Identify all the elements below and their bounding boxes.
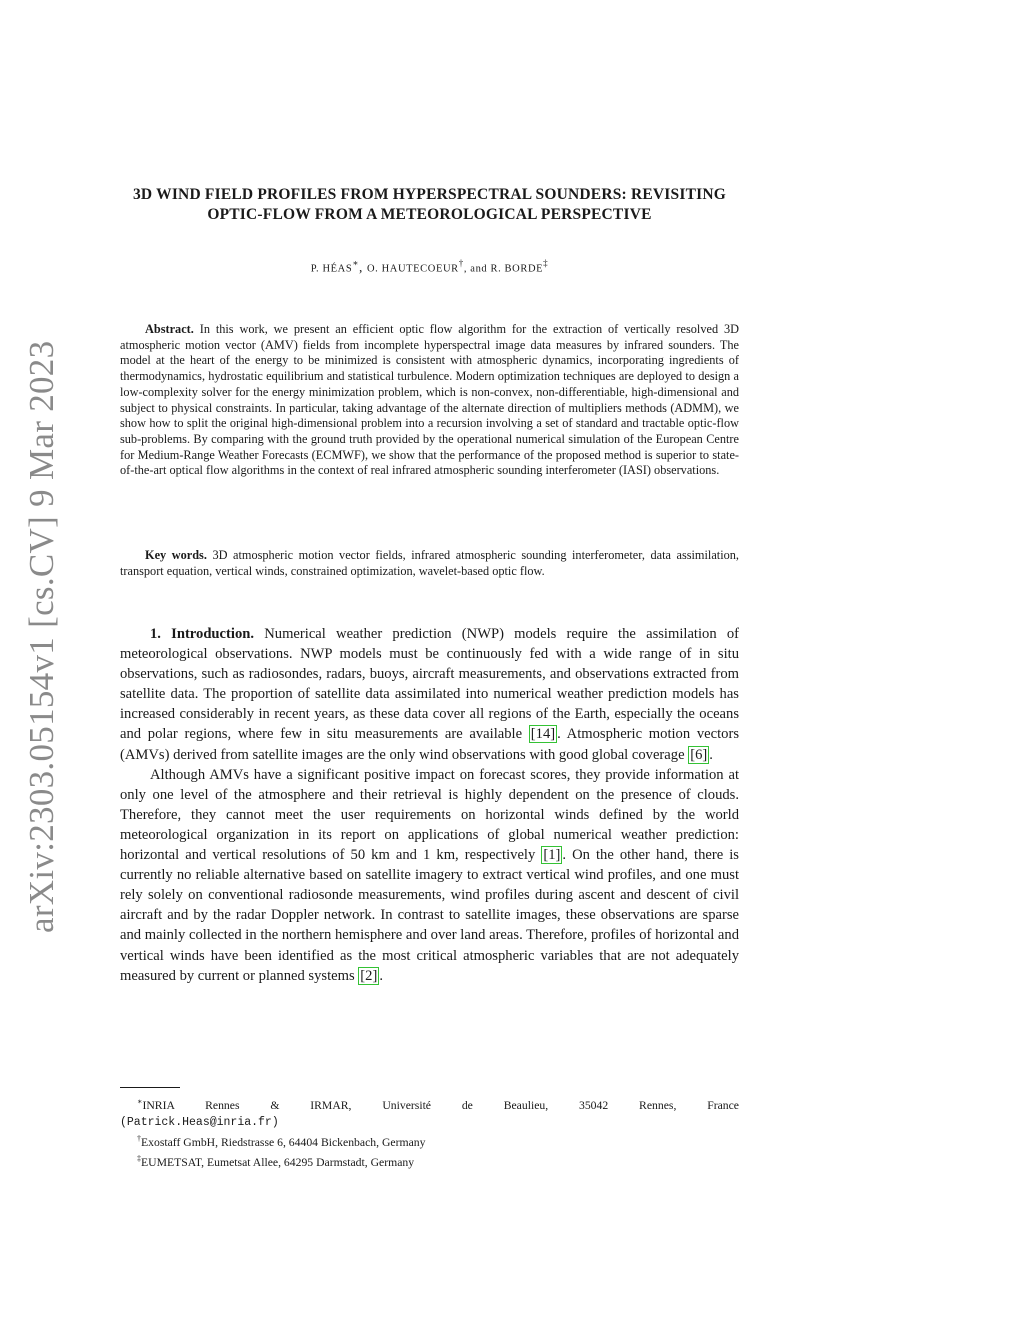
citation-link[interactable]: [1] (543, 847, 561, 864)
author-mark-1: ∗ (352, 258, 359, 268)
footnotes (120, 1094, 739, 1171)
keywords-label: Key words. (145, 548, 207, 562)
author-heas: P. HÉAS (310, 263, 353, 275)
footnote-mark: ∗ (137, 1097, 143, 1106)
footnote-text: INRIA Rennes & IRMAR, Université de Beaulieu, 35042 Rennes, France (142, 1098, 739, 1112)
footnote-1 (120, 1094, 739, 1114)
introduction-section (120, 624, 739, 986)
abstract (120, 322, 739, 479)
footnote-divider (120, 1087, 180, 1088)
footnote-3 (120, 1151, 739, 1171)
paper-title: 3D WIND FIELD PROFILES FROM HYPERSPECTRAL SOUNDERS: REVISITING OPTIC-FLOW FROM A METEOROLOGICAL PERSPECTIVE (132, 186, 727, 223)
footnote-mark: † (137, 1133, 141, 1143)
footnote-mark: ‡ (137, 1153, 141, 1163)
abstract-text: In this work, we present an efficient optic flow algorithm for the extraction of vertically resolved 3D atmospheric motion vector (AMV) fields from incomplete hyperspectral image data measures by infrared sounders. The model at the heart of the energy to be minimized is consistent with atmospheric dynamics, incorporating ingredients of thermodynamics, hydrostatic equilibrium and statistical turbulence. Modern optimization techniques are deployed to design a low-complexity solver for the energy minimization problem, which is non-convex, non-differentiable, high-dimensional and subject to physical constraints. In particular, taking advantage of the alternate direction of multipliers methods (ADMM), we show how to split the original high-dimensional problem into a recursion involving a set of standard and tractable optic-flow sub-problems. By comparing with the ground truth provided by the operational numerical simulation of the European Centre for Medium-Range Weather Forecasts (ECMWF), we show that the performance of the proposed method is superior to state-of-the-art optical flow algorithms in the context of real infrared atmospheric sounding interferometer (IASI) observations. (120, 322, 739, 478)
author-email[interactable]: (Patrick.Heas@inria.fr) (120, 1115, 279, 1129)
citation-link[interactable]: [6] (690, 746, 708, 763)
footnote-text: EUMETSAT, Eumetsat Allee, 64295 Darmstadt, Germany (141, 1155, 415, 1169)
citation-link[interactable]: [2] (360, 967, 378, 984)
intro-text: . On the other hand, there is currently no reliable alternative based on satellite imagery to extract vertical wind profiles, and one must rely solely on conventional radiosonde measurements, wind profiles during ascent and descent of civil aircraft and by the radar Doppler network. In contrast to satellite images, these observations are sparse and mainly collected in the northern hemisphere and over land areas. Therefore, profiles of horizontal and vertical winds have been identified as the most critical atmospheric variables that are not adequately measured by current or planned systems (120, 847, 739, 984)
author-borde: R. BORDE (490, 263, 544, 275)
intro-text: . Atmospheric motion vectors (AMVs) derived from satellite images are the only wind observations with good global coverage (120, 726, 740, 763)
author-separator: , (359, 259, 367, 275)
citation-link[interactable]: [14] (530, 726, 556, 743)
abstract-label: Abstract. (145, 322, 194, 336)
footnote-text: Exostaff GmbH, Riedstrasse 6, 64404 Bickenbach, Germany (141, 1135, 426, 1149)
author-and: , and (463, 263, 491, 275)
intro-text: . (379, 967, 383, 984)
intro-text: . (709, 746, 713, 763)
arxiv-identifier: arXiv:2303.05154v1 [cs.CV] 9 Mar 2023 (22, 340, 61, 934)
intro-text: Numerical weather prediction (NWP) models require the assimilation of meteorological observations. NWP models must be continuously fed with a wide range of in situ observations, such as radiosondes, radars, buoys, aircraft measurements, and observations extracted from satellite data. The proportion of satellite data assimilated into numerical weather prediction models has increased considerably in recent years, as these data cover all regions of the Earth, especially the oceans and polar regions, where few in situ measurements are available (120, 626, 739, 743)
intro-text: Although AMVs have a significant positive impact on forecast scores, they provide information at only one level of the atmosphere and their retrieval is highly dependent on the presence of clouds. Therefore, they cannot meet the user requirements on horizontal winds defined by the world meteorological organization in its report on applications of global numerical weather prediction: horizontal and vertical resolutions of 50 km and 1 km, respectively (120, 766, 739, 864)
section-heading: 1. Introduction. (150, 626, 255, 642)
author-mark-3: ‡ (543, 258, 549, 268)
keywords (120, 548, 739, 579)
intro-paragraph-2 (120, 765, 739, 986)
intro-paragraph-1 (120, 624, 739, 765)
footnote-1-email (120, 1114, 739, 1131)
footnote-2 (120, 1131, 739, 1151)
keywords-text: 3D atmospheric motion vector fields, infrared atmospheric sounding interferometer, data assimilation, transport equation, vertical winds, constrained optimization, wavelet-based optic flow. (120, 548, 739, 578)
author-list (120, 258, 739, 276)
author-hautecoeur: O. HAUTECOEUR (366, 263, 459, 275)
author-mark-2: † (458, 258, 464, 268)
